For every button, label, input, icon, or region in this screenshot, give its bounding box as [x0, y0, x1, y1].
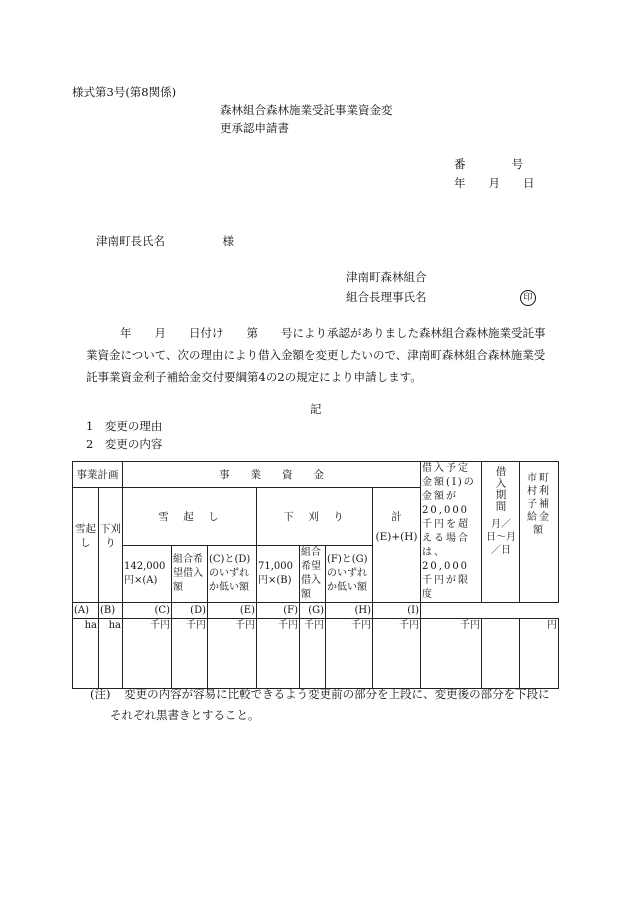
header-total: [373, 488, 421, 603]
title-line-2: 更承認申請書: [220, 121, 289, 135]
body-line: 業資金について、次の理由により借入金額を変更したいので、津南町森林組合森林施業受: [86, 348, 546, 362]
header-business-funds: 事 業 資 金: [123, 462, 421, 488]
col-f-shita-base: 71,000円×(B): [257, 546, 300, 603]
seal-mark: 印: [520, 290, 536, 306]
item-content: 2 変更の内容: [86, 437, 163, 451]
ki-label: 記: [310, 402, 322, 416]
col-h-shita-lower: (F)と(G)のいずれか低い額: [326, 546, 373, 603]
body-paragraph: [86, 322, 564, 388]
unit-cell: 千円: [300, 619, 326, 689]
note-line-2: それぞれ黒書きとすること。: [110, 708, 260, 722]
body-line: 託事業資金利子補給金交付要綱第4の2の規定により申請します。: [86, 370, 422, 384]
date-label: 年 月 日: [454, 176, 535, 190]
header-subsidy-amount: [520, 462, 559, 603]
item-reason: 1 変更の理由: [86, 419, 163, 433]
label-h: (H): [326, 603, 373, 619]
unit-cell: 千円: [326, 619, 373, 689]
subsidy-label: 市町村利子補給金額: [527, 473, 552, 536]
label-c: (C): [123, 603, 172, 619]
label-i: (I): [373, 603, 421, 619]
form-number: 様式第3号(第8関係): [72, 85, 177, 99]
label-e: (E): [208, 603, 257, 619]
header-business-plan: 事業計画: [73, 462, 123, 488]
total-label: 計: [391, 511, 402, 523]
label-f: (F): [257, 603, 300, 619]
label-g: (G): [300, 603, 326, 619]
unit-cell: ha: [99, 619, 123, 689]
label-a: (A): [73, 603, 99, 619]
col-a-yukiokoshi: 雪起し: [73, 488, 99, 603]
borrow-period-label: 借入期間: [494, 466, 507, 512]
borrow-period-range: 月／日〜月／日: [486, 519, 517, 556]
header-yukiokoshi: 雪 起 し: [123, 488, 257, 546]
note-label: (注): [90, 687, 111, 701]
label-b: (B): [99, 603, 123, 619]
col-g-shita-wish: 組合希望借入額: [300, 546, 326, 603]
notes: [90, 684, 570, 726]
change-table: [72, 461, 559, 689]
total-formula: (E)+(H): [375, 531, 418, 543]
header-borrow-amount: 借入予定金額(I)の金額が20,000千円を超える場合は、20,000千円が限度: [421, 462, 482, 603]
unit-cell: 千円: [373, 619, 421, 689]
title-line-1: 森林組合森林施業受託事業資金変: [220, 103, 393, 117]
period-cell: [482, 619, 520, 689]
unit-cell: 千円: [172, 619, 208, 689]
header-shitagari: 下 刈 り: [257, 488, 373, 546]
label-d: (D): [172, 603, 208, 619]
unit-cell: 千円: [421, 619, 482, 689]
addressee: 津南町長氏名 様: [96, 234, 234, 248]
unit-cell: 千円: [208, 619, 257, 689]
header-borrow-period: [482, 462, 520, 603]
applicant-rep: 組合長理事氏名: [346, 290, 427, 304]
unit-cell: 千円: [123, 619, 172, 689]
body-line: 年 月 日付け 第 号により承認がありました森林組合森林施業受託事: [120, 326, 546, 340]
col-c-yuki-base: 142,000円×(A): [123, 546, 172, 603]
unit-cell: 千円: [257, 619, 300, 689]
note-first-line: [90, 684, 570, 705]
col-d-yuki-wish: 組合希望借入額: [172, 546, 208, 603]
number-label: 番 号: [454, 157, 523, 171]
col-b-shitagari: 下刈り: [99, 488, 123, 603]
note-line-1: 変更の内容が容易に比較できるよう変更前の部分を上段に、変更後の部分を下段に: [124, 687, 550, 701]
col-e-yuki-lower: (C)と(D)のいずれか低い額: [208, 546, 257, 603]
unit-cell: ha: [73, 619, 99, 689]
applicant-org: 津南町森林組合: [346, 270, 427, 284]
unit-cell: 円: [520, 619, 559, 689]
